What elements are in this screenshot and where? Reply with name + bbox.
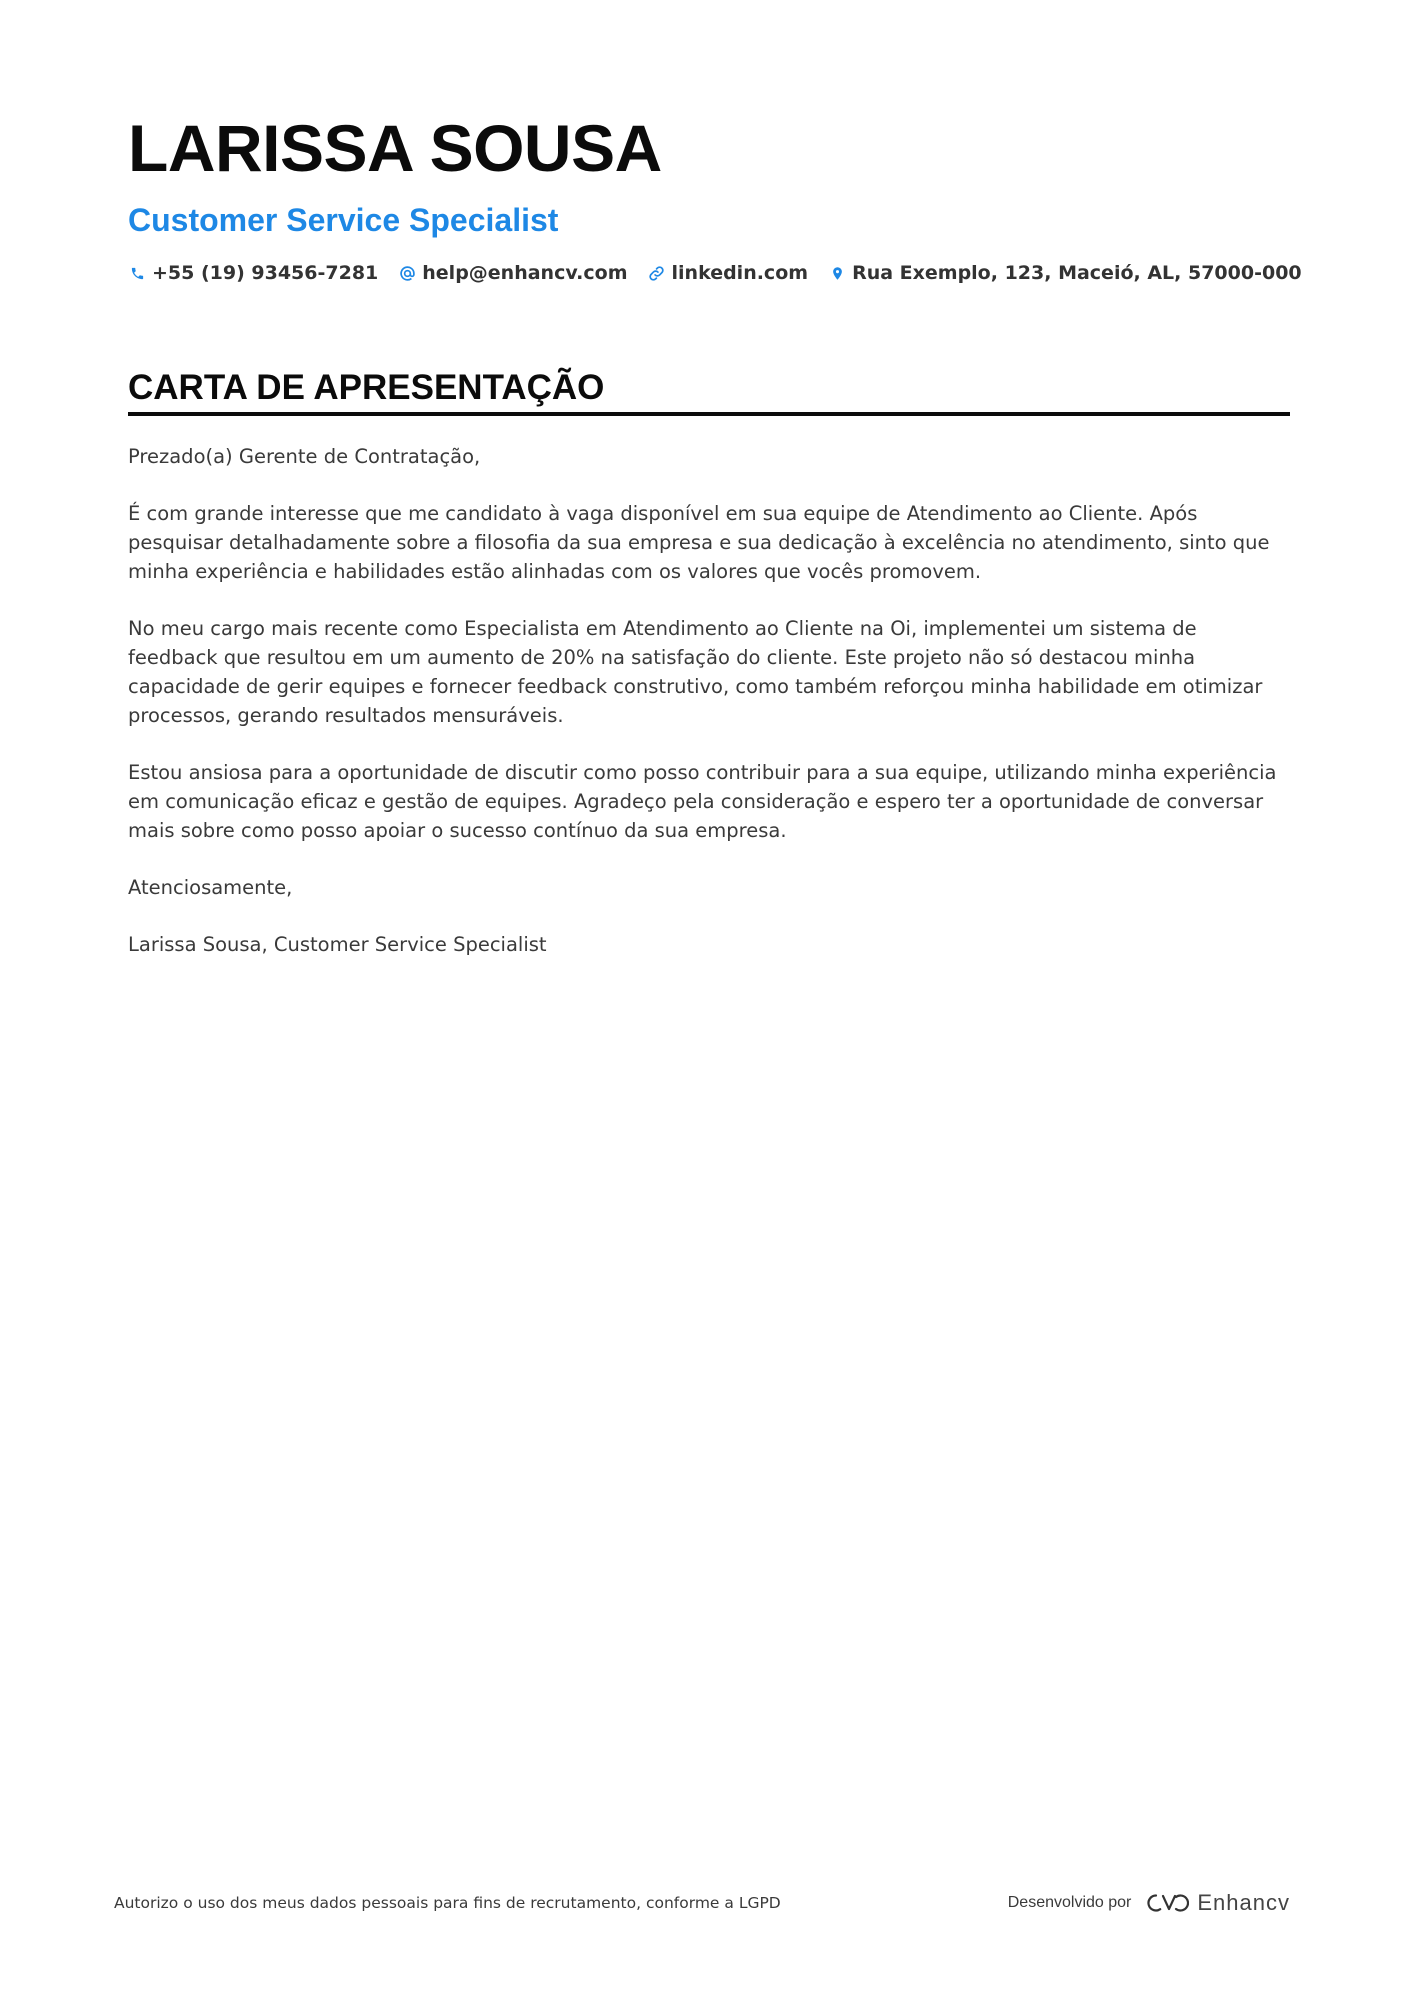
contact-bar [128,262,1302,284]
link-icon [648,264,666,282]
powered-by[interactable] [1008,1890,1290,1916]
letter-paragraph: Estou ansiosa para a oportunidade de discutir como posso contribuir para a sua equipe, utilizando minha experiência em comunicação eficaz e gestão de equipes. Agradeço pela consideração e espero ter a oportunidade de conversar mais sobre como posso apoiar o sucesso contínuo da sua empresa. [128,761,1277,842]
page-footer [114,1890,1290,1916]
letter-closing: Atenciosamente, [128,876,293,899]
letter-paragraph: É com grande interesse que me candidato à vaga disponível em sua equipe de Atendimento ao Cliente. Após pesquisar detalhadamente sobre a filosofia da sua empresa e sua dedicação à excelência no atendimento, sinto que minha experiência e habilidades estão alinhadas com os valores que vocês promovem. [128,502,1270,583]
location-pin-icon [828,264,846,282]
at-icon [398,264,416,282]
candidate-name: LARISSA SOUSA [128,111,662,185]
letter-body [128,442,1290,959]
phone-icon [128,264,146,282]
contact-address [828,262,1302,284]
contact-phone [128,262,378,284]
letter-greeting: Prezado(a) Gerente de Contratação, [128,445,481,468]
address-text: Rua Exemplo, 123, Maceió, AL, 57000-000 [852,262,1302,284]
job-title: Customer Service Specialist [128,202,559,238]
contact-linkedin[interactable] [648,262,809,284]
email-text: help@enhancv.com [422,262,628,284]
consent-notice: Autorizo o uso dos meus dados pessoais para fins de recrutamento, conforme a LGPD [114,1894,781,1912]
enhancv-logo-icon [1143,1891,1189,1915]
brand-name: Enhancv [1197,1890,1290,1915]
letter-signature: Larissa Sousa, Customer Service Specialist [128,933,547,956]
powered-by-label: Desenvolvido por [1007,1894,1132,1911]
phone-text: +55 (19) 93456-7281 [152,262,379,284]
cover-letter-section [128,366,1290,987]
section-heading: CARTA DE APRESENTAÇÃO [128,366,1290,416]
linkedin-text: linkedin.com [671,262,809,284]
resume-header [128,111,1302,284]
letter-paragraph: No meu cargo mais recente como Especialista em Atendimento ao Cliente na Oi, implementei um sistema de feedback que resultou em um aumento de 20% na satisfação do cliente. Este projeto não só destacou minha capacidade de gerir equipes e fornecer feedback construtivo, como também reforçou minha habilidade em otimizar processos, gerando resultados mensuráveis. [128,617,1263,727]
contact-email[interactable] [398,262,627,284]
